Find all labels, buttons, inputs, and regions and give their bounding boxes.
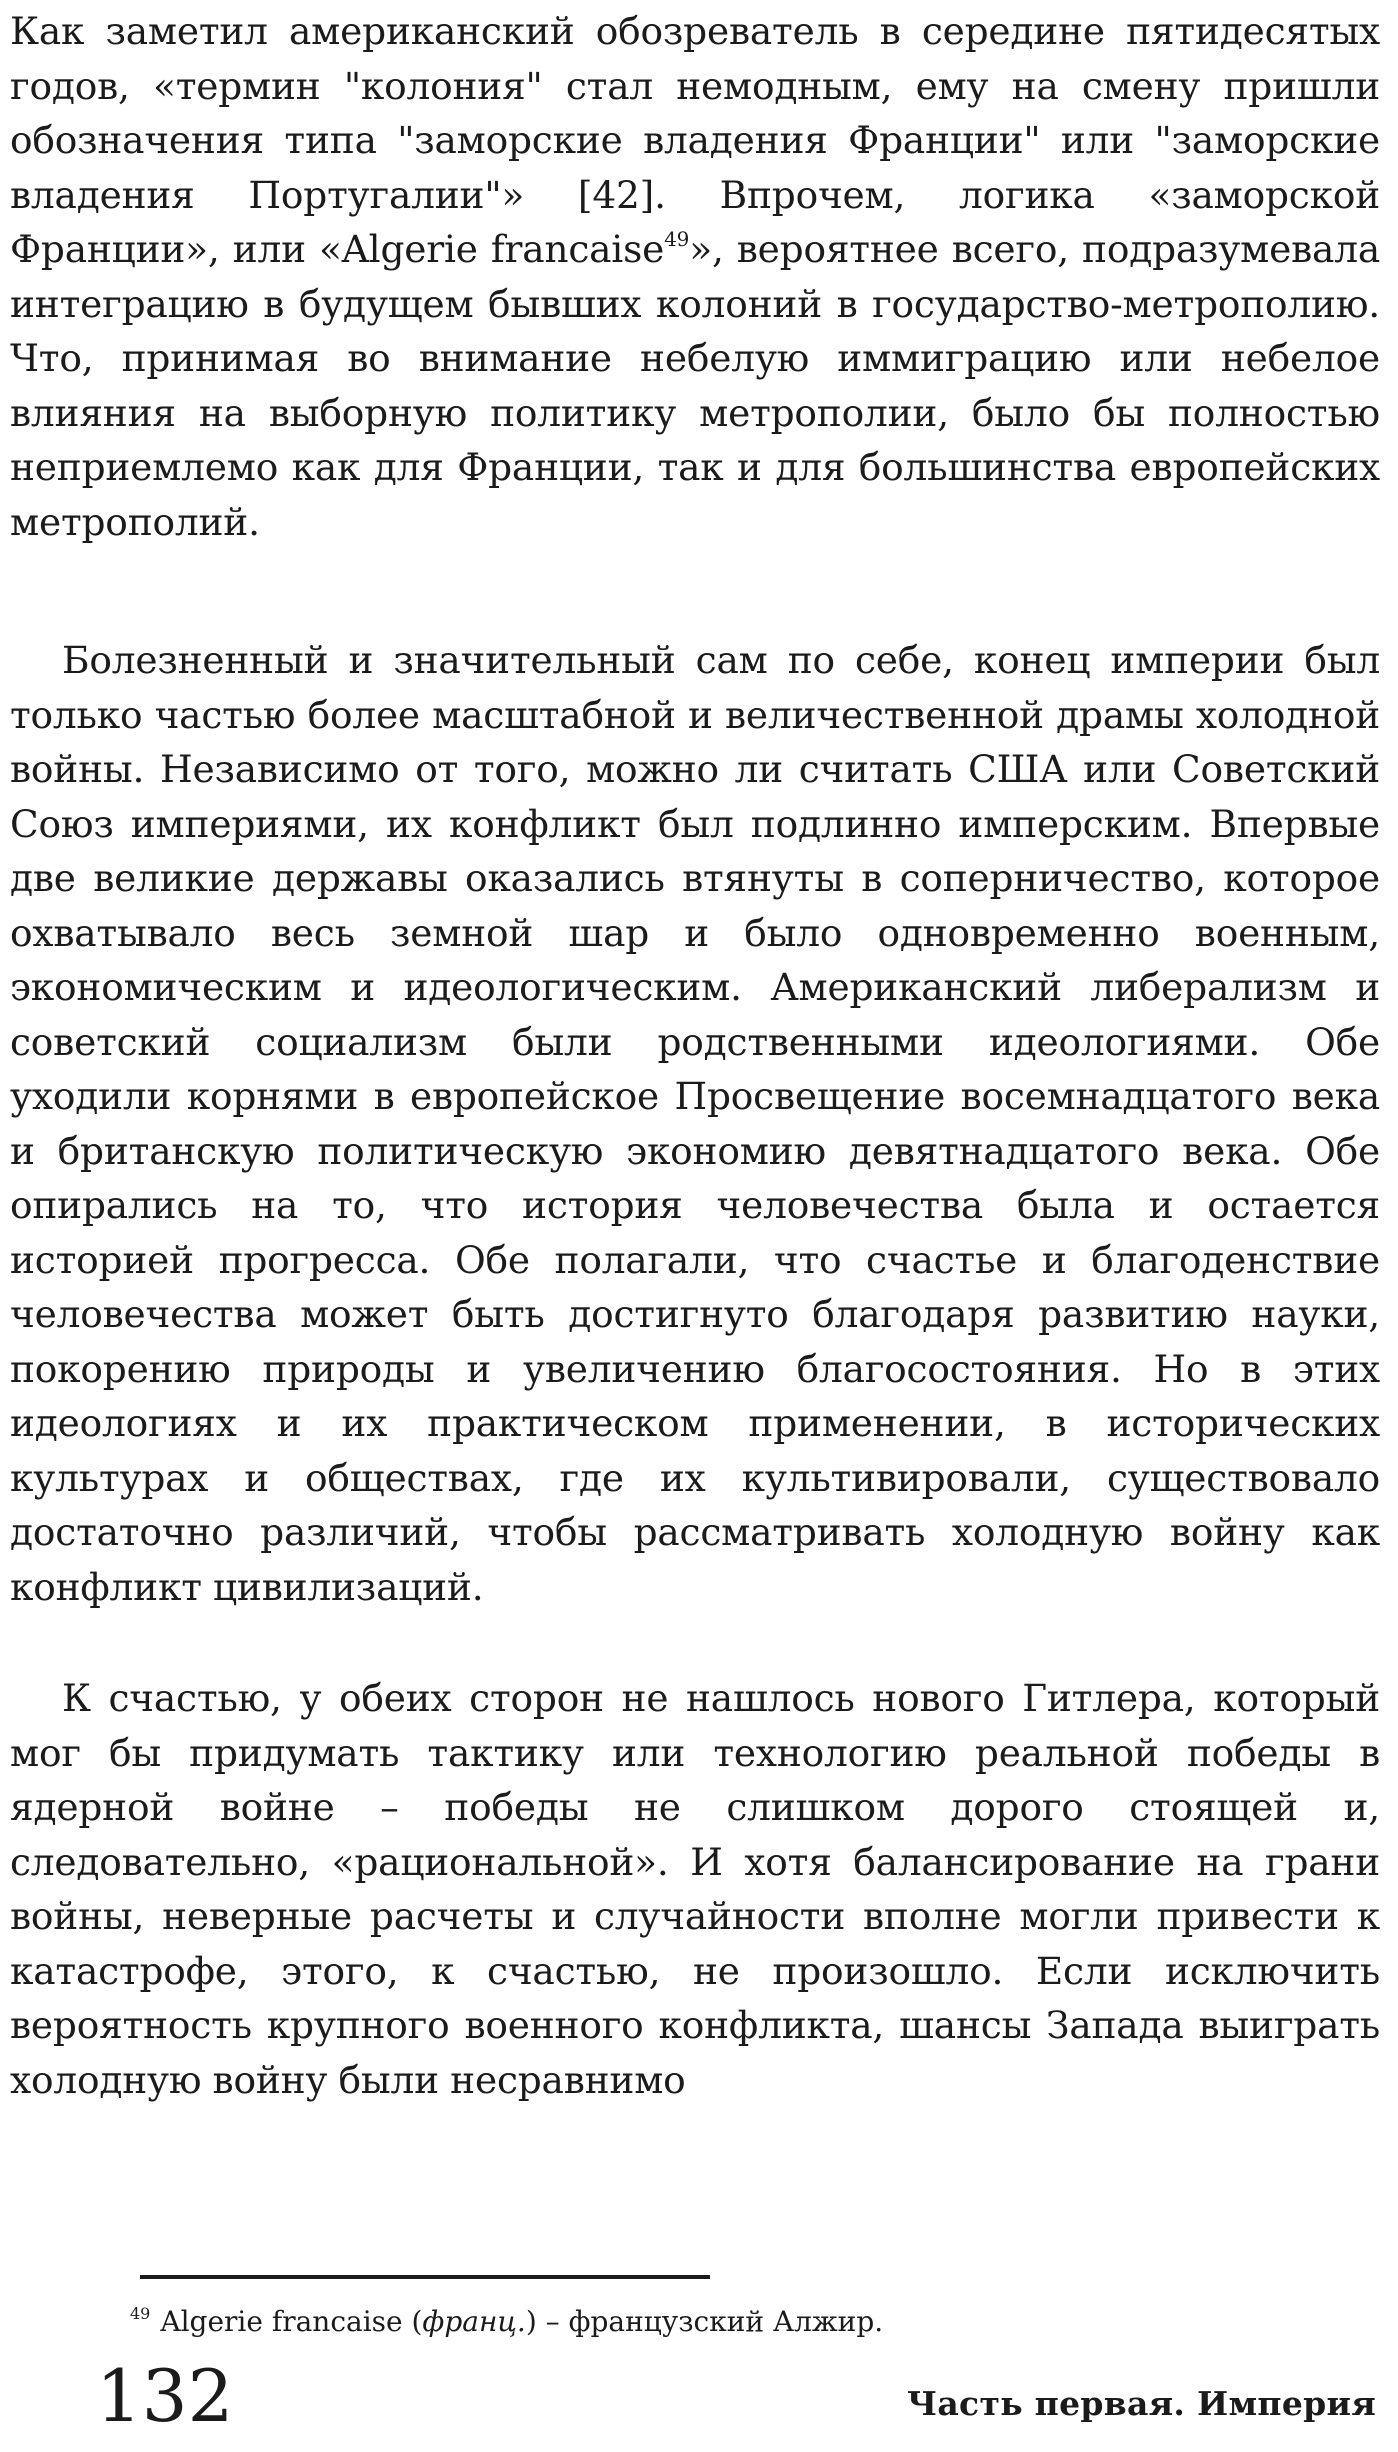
running-head: Часть первая. Империя [906,2384,1376,2423]
footnote-number: 49 [130,2304,151,2323]
paragraph-text: К счастью, у обеих сторон не нашлось нового Гитлера, который мог бы придумать тактику или технологию реальной победы в ядерной войне – победы не слишком дорого стоящей и, следовательно, «рациональной». И хотя балансирование на грани войны, неверные расчеты и случайности вполне могли привести к катастрофе, этого, к счастью, не произошло. Если исключить вероятность крупного военного конфликта, шансы Запада выиграть холодную войну были несравнимо [10,1676,1380,2102]
footnote-text: Algerie francaise ( [160,2305,423,2338]
footnote-divider [140,2275,710,2279]
paragraph-text: Болезненный и значительный сам по себе, конец империи был только частью более масштабной и величественной драмы холодной войны. Независимо от того, можно ли считать США или Советский Союз империями, их конфликт был подлинно имперским. Впервые две великие державы оказались втянуты в соперничество, которое охватывало весь земной шар и было одновременно военным, экономическим и идеологическим. Американский либерализм и советский социализм были родственными идеологиями. Обе уходили корнями в европейское Просвещение восемнадцатого века и британскую политическую экономию девятнадцатого века. Обе опирались на то, что история человечества была и остается историей прогресса. Обе полагали, что счастье и благоденствие человечества может быть достигнуто благодаря развитию науки, покорению природы и увеличению благосостояния. Но в этих идеологиях и их практическом применении, в исторических культурах и обществах, где их культивировали, существовало достаточно различий, чтобы рассматривать холодную войну как конфликт цивилизаций. [10,638,1380,1609]
body-paragraph [10,633,1380,1614]
paragraph-text: Как заметил американский обозреватель в середине пятидесятых годов, «термин "колония" стал немодным, ему на смену пришли обозначения типа "заморские владения Франции" или "заморские владения Португалии"» [42]. Впрочем, логика «заморской Франции», или «Algerie francaise [10,9,1380,271]
footnote-text: ) – французский Алжир. [525,2305,884,2338]
footnote-italic: франц. [422,2305,526,2338]
page-number: 132 [96,2354,234,2438]
footnote-reference[interactable]: 49 [664,227,690,251]
body-paragraph [10,4,1380,549]
footnote [130,2302,1330,2342]
body-paragraph [10,1671,1380,2107]
paragraph-text: », вероятнее всего, подразумевала интеграцию в будущем бывших колоний в государство-метрополию. Что, принимая во внимание небелую иммиграцию или небелое влияния на выборную политику метрополии, было бы полностью неприемлемо как для Франции, так и для большинства европейских метрополий. [10,227,1380,544]
